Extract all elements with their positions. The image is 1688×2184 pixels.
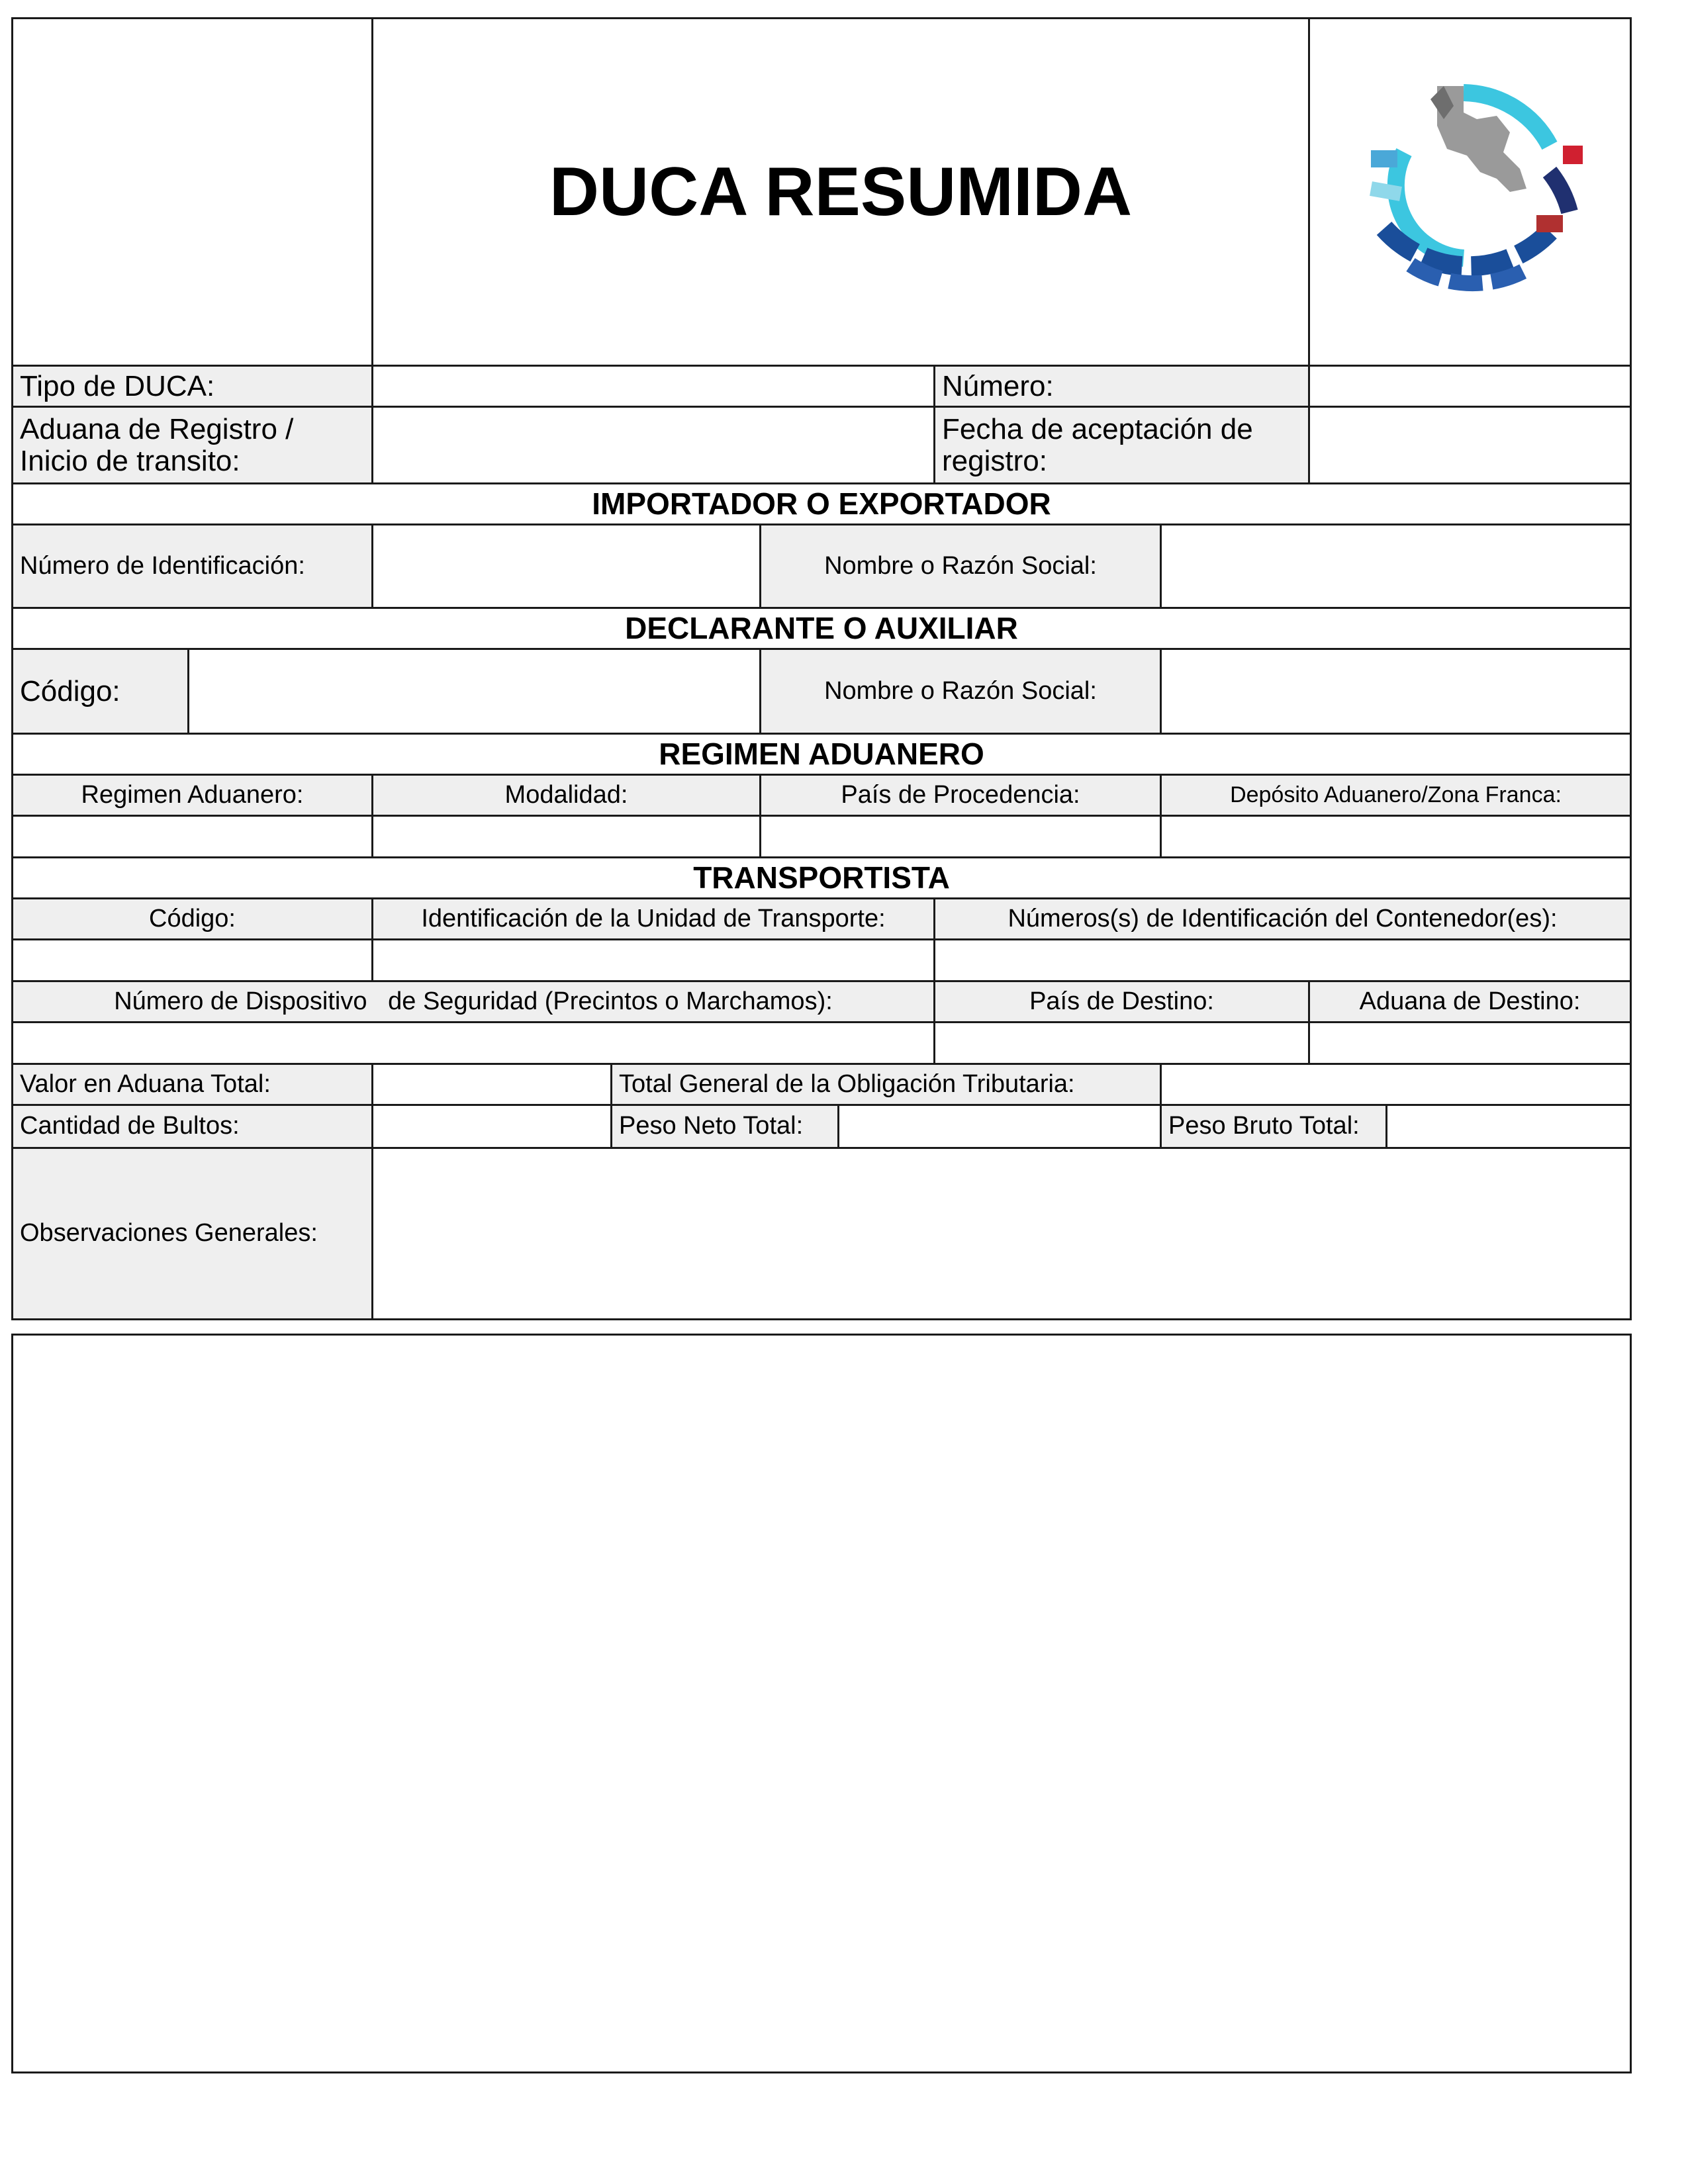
modalidad-label-text: Modalidad: bbox=[504, 780, 628, 809]
contenedor-label bbox=[933, 897, 1632, 940]
peso-neto-label bbox=[610, 1104, 839, 1149]
fecha-aceptacion-label bbox=[933, 406, 1310, 484]
declarante-nombre-label-text: Nombre o Razón Social: bbox=[824, 676, 1097, 705]
pais-destino-label bbox=[933, 980, 1310, 1023]
peso-bruto-field[interactable] bbox=[1385, 1104, 1632, 1149]
dispositivo-seguridad-field[interactable] bbox=[11, 1021, 935, 1065]
peso-bruto-label bbox=[1160, 1104, 1387, 1149]
tipo-duca-label-text: Tipo de DUCA: bbox=[20, 369, 215, 402]
declarante-codigo-label bbox=[11, 648, 189, 735]
transportista-codigo-label-text: Código: bbox=[149, 904, 236, 933]
deposito-label-text: Depósito Aduanero/Zona Franca: bbox=[1230, 782, 1562, 808]
blank-area bbox=[11, 1334, 1632, 2073]
pais-procedencia-label-text: País de Procedencia: bbox=[841, 780, 1080, 809]
transportista-heading bbox=[11, 856, 1632, 899]
declarante-nombre-label bbox=[759, 648, 1162, 735]
form-title bbox=[371, 17, 1310, 367]
pais-procedencia-field[interactable] bbox=[759, 815, 1162, 858]
dispositivo-seguridad-label bbox=[11, 980, 935, 1023]
dispositivo-seguridad-label-text: Número de Dispositivo de Seguridad (Precintos o Marchamos): bbox=[114, 987, 833, 1015]
importador-id-label-text: Número de Identificación: bbox=[20, 551, 305, 580]
observaciones-field[interactable] bbox=[371, 1147, 1632, 1320]
fecha-aceptacion-field[interactable] bbox=[1308, 406, 1632, 484]
aduana-destino-field[interactable] bbox=[1308, 1021, 1632, 1065]
numero-label bbox=[933, 365, 1310, 408]
aduana-destino-label bbox=[1308, 980, 1632, 1023]
peso-neto-label-text: Peso Neto Total: bbox=[619, 1112, 804, 1140]
cantidad-bultos-label bbox=[11, 1104, 373, 1149]
peso-bruto-label-text: Peso Bruto Total: bbox=[1168, 1112, 1360, 1140]
logo-cell bbox=[1308, 17, 1632, 367]
declarante-codigo-field[interactable] bbox=[187, 648, 761, 735]
regimen-heading-text: REGIMEN ADUANERO bbox=[659, 736, 984, 771]
modalidad-field[interactable] bbox=[371, 815, 761, 858]
valor-aduana-label bbox=[11, 1063, 373, 1106]
observaciones-label-text: Observaciones Generales: bbox=[20, 1219, 318, 1248]
importador-id-field[interactable] bbox=[371, 523, 761, 609]
aduana-registro-label-line1: Aduana de Registro / bbox=[20, 412, 294, 445]
transportista-heading-text: TRANSPORTISTA bbox=[693, 860, 950, 895]
valor-aduana-label-text: Valor en Aduana Total: bbox=[20, 1069, 271, 1098]
form-title-text: DUCA RESUMIDA bbox=[549, 153, 1133, 230]
fecha-aceptacion-label-line1: Fecha de aceptación de bbox=[942, 412, 1253, 445]
aduana-registro-label bbox=[11, 406, 373, 484]
importador-nombre-field[interactable] bbox=[1160, 523, 1632, 609]
importador-nombre-label bbox=[759, 523, 1162, 609]
declarante-codigo-label-text: Código: bbox=[20, 674, 120, 707]
declarante-heading bbox=[11, 607, 1632, 650]
regimen-label-text: Regimen Aduanero: bbox=[81, 780, 304, 809]
modalidad-label bbox=[371, 774, 761, 817]
unidad-transporte-label bbox=[371, 897, 935, 940]
declarante-heading-text: DECLARANTE O AUXILIAR bbox=[625, 610, 1018, 645]
obligacion-tributaria-label-text: Total General de la Obligación Tributaria: bbox=[619, 1069, 1075, 1098]
pais-destino-field[interactable] bbox=[933, 1021, 1310, 1065]
numero-field[interactable] bbox=[1308, 365, 1632, 408]
unidad-transporte-label-text: Identificación de la Unidad de Transporte: bbox=[421, 904, 886, 933]
contenedor-label-text: Números(s) de Identificación del Contenedor(es): bbox=[1008, 904, 1558, 933]
deposito-field[interactable] bbox=[1160, 815, 1632, 858]
pais-procedencia-label bbox=[759, 774, 1162, 817]
transportista-codigo-label bbox=[11, 897, 373, 940]
aduana-registro-field[interactable] bbox=[371, 406, 935, 484]
obligacion-tributaria-label bbox=[610, 1063, 1162, 1106]
unidad-transporte-field[interactable] bbox=[371, 938, 935, 982]
header-left-cell bbox=[11, 17, 373, 367]
importador-heading-text: IMPORTADOR O EXPORTADOR bbox=[592, 486, 1051, 521]
peso-neto-field[interactable] bbox=[837, 1104, 1162, 1149]
declarante-nombre-field[interactable] bbox=[1160, 648, 1632, 735]
ca-customs-union-logo bbox=[1331, 73, 1609, 311]
pais-destino-label-text: País de Destino: bbox=[1029, 987, 1214, 1015]
importador-heading bbox=[11, 482, 1632, 525]
fecha-aceptacion-label-line2: registro: bbox=[942, 444, 1047, 477]
obligacion-tributaria-field[interactable] bbox=[1160, 1063, 1632, 1106]
regimen-heading bbox=[11, 733, 1632, 776]
aduana-destino-label-text: Aduana de Destino: bbox=[1359, 987, 1581, 1015]
importador-id-label bbox=[11, 523, 373, 609]
numero-label-text: Número: bbox=[942, 369, 1054, 402]
tipo-duca-field[interactable] bbox=[371, 365, 935, 408]
transportista-codigo-field[interactable] bbox=[11, 938, 373, 982]
regimen-field[interactable] bbox=[11, 815, 373, 858]
aduana-registro-label-line2: Inicio de transito: bbox=[20, 444, 240, 477]
contenedor-field[interactable] bbox=[933, 938, 1632, 982]
observaciones-label bbox=[11, 1147, 373, 1320]
cantidad-bultos-field[interactable] bbox=[371, 1104, 612, 1149]
valor-aduana-field[interactable] bbox=[371, 1063, 612, 1106]
deposito-label bbox=[1160, 774, 1632, 817]
importador-nombre-label-text: Nombre o Razón Social: bbox=[824, 551, 1097, 580]
cantidad-bultos-label-text: Cantidad de Bultos: bbox=[20, 1112, 240, 1140]
regimen-label bbox=[11, 774, 373, 817]
tipo-duca-label bbox=[11, 365, 373, 408]
